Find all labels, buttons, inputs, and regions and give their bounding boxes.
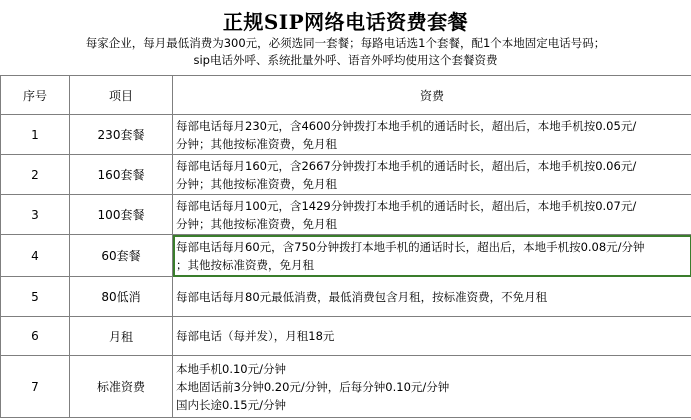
row-item-cell[interactable]: 标准资费 bbox=[70, 356, 173, 418]
fee-line: 每部电话每月80元最低消费，最低消费包含月租，按标准资费，不免月租 bbox=[176, 289, 548, 304]
subtitle-line-2: sip电话外呼、系统批量外呼、语音外呼均使用这个套餐资费 bbox=[193, 53, 498, 67]
row-fee-cell[interactable] bbox=[173, 195, 691, 235]
table-row bbox=[1, 277, 691, 317]
fee-line: 本地固话前3分钟0.20元/分钟，后每分钟0.10元/分钟 bbox=[176, 379, 450, 394]
row-item-cell[interactable]: 230套餐 bbox=[70, 115, 173, 155]
table-row bbox=[1, 115, 691, 155]
row-item-cell[interactable]: 月租 bbox=[70, 317, 173, 356]
fee-line: 国内长途0.15元/分钟 bbox=[176, 397, 286, 412]
row-no-cell[interactable]: 7 bbox=[1, 356, 70, 418]
fee-line: 每部电话每月100元，含1429分钟拨打本地手机的通话时长，超出后，本地手机按0.07元/ bbox=[176, 198, 637, 213]
sheet-header bbox=[0, 0, 691, 75]
row-item-cell[interactable]: 100套餐 bbox=[70, 195, 173, 235]
row-no-cell[interactable]: 1 bbox=[1, 115, 70, 155]
row-item-cell[interactable]: 60套餐 bbox=[70, 235, 173, 277]
row-no-cell[interactable]: 5 bbox=[1, 277, 70, 317]
row-fee-cell[interactable] bbox=[173, 317, 691, 356]
subtitle-line-1: 每家企业，每月最低消费为300元，必须选同一套餐；每路电话选1个套餐，配1个本地固定电话号码； bbox=[85, 36, 606, 50]
row-no-cell[interactable]: 2 bbox=[1, 155, 70, 195]
fee-line: 分钟；其他按标准资费，免月租 bbox=[176, 176, 337, 191]
row-no-cell[interactable]: 3 bbox=[1, 195, 70, 235]
fee-line: 分钟；其他按标准资费，免月租 bbox=[176, 136, 337, 151]
fee-table bbox=[0, 75, 691, 418]
header-item[interactable]: 项目 bbox=[70, 76, 173, 115]
header-fee[interactable]: 资费 bbox=[173, 76, 691, 115]
table-row bbox=[1, 317, 691, 356]
fee-line: 每部电话每月230元，含4600分钟拨打本地手机的通话时长，超出后，本地手机按0.05元/ bbox=[176, 118, 637, 133]
table-header-row bbox=[1, 76, 691, 115]
table-row bbox=[1, 235, 691, 277]
fee-line: 每部电话每月60元，含750分钟拨打本地手机的通话时长，超出后，本地手机按0.08元/分钟 bbox=[176, 239, 645, 254]
header-no[interactable]: 序号 bbox=[1, 76, 70, 115]
sheet-title: 正规SIP网络电话资费套餐 bbox=[222, 10, 469, 34]
table-row bbox=[1, 155, 691, 195]
row-no-cell[interactable]: 6 bbox=[1, 317, 70, 356]
fee-line: 本地手机0.10元/分钟 bbox=[176, 361, 286, 376]
row-no-cell[interactable]: 4 bbox=[1, 235, 70, 277]
row-item-cell[interactable]: 80低消 bbox=[70, 277, 173, 317]
row-item-cell[interactable]: 160套餐 bbox=[70, 155, 173, 195]
fee-line: 分钟；其他按标准资费，免月租 bbox=[176, 216, 337, 231]
fee-line: 每部电话每月160元，含2667分钟拨打本地手机的通话时长，超出后，本地手机按0.06元/ bbox=[176, 158, 637, 173]
row-fee-cell[interactable] bbox=[173, 155, 691, 195]
row-fee-cell[interactable] bbox=[173, 277, 691, 317]
fee-line: ；其他按标准资费，免月租 bbox=[176, 257, 314, 272]
row-fee-cell-selected[interactable] bbox=[173, 235, 691, 277]
row-fee-cell[interactable] bbox=[173, 115, 691, 155]
table-row bbox=[1, 356, 691, 418]
fee-line: 每部电话（每并发），月租18元 bbox=[176, 329, 335, 343]
row-fee-cell[interactable] bbox=[173, 356, 691, 418]
table-row bbox=[1, 195, 691, 235]
